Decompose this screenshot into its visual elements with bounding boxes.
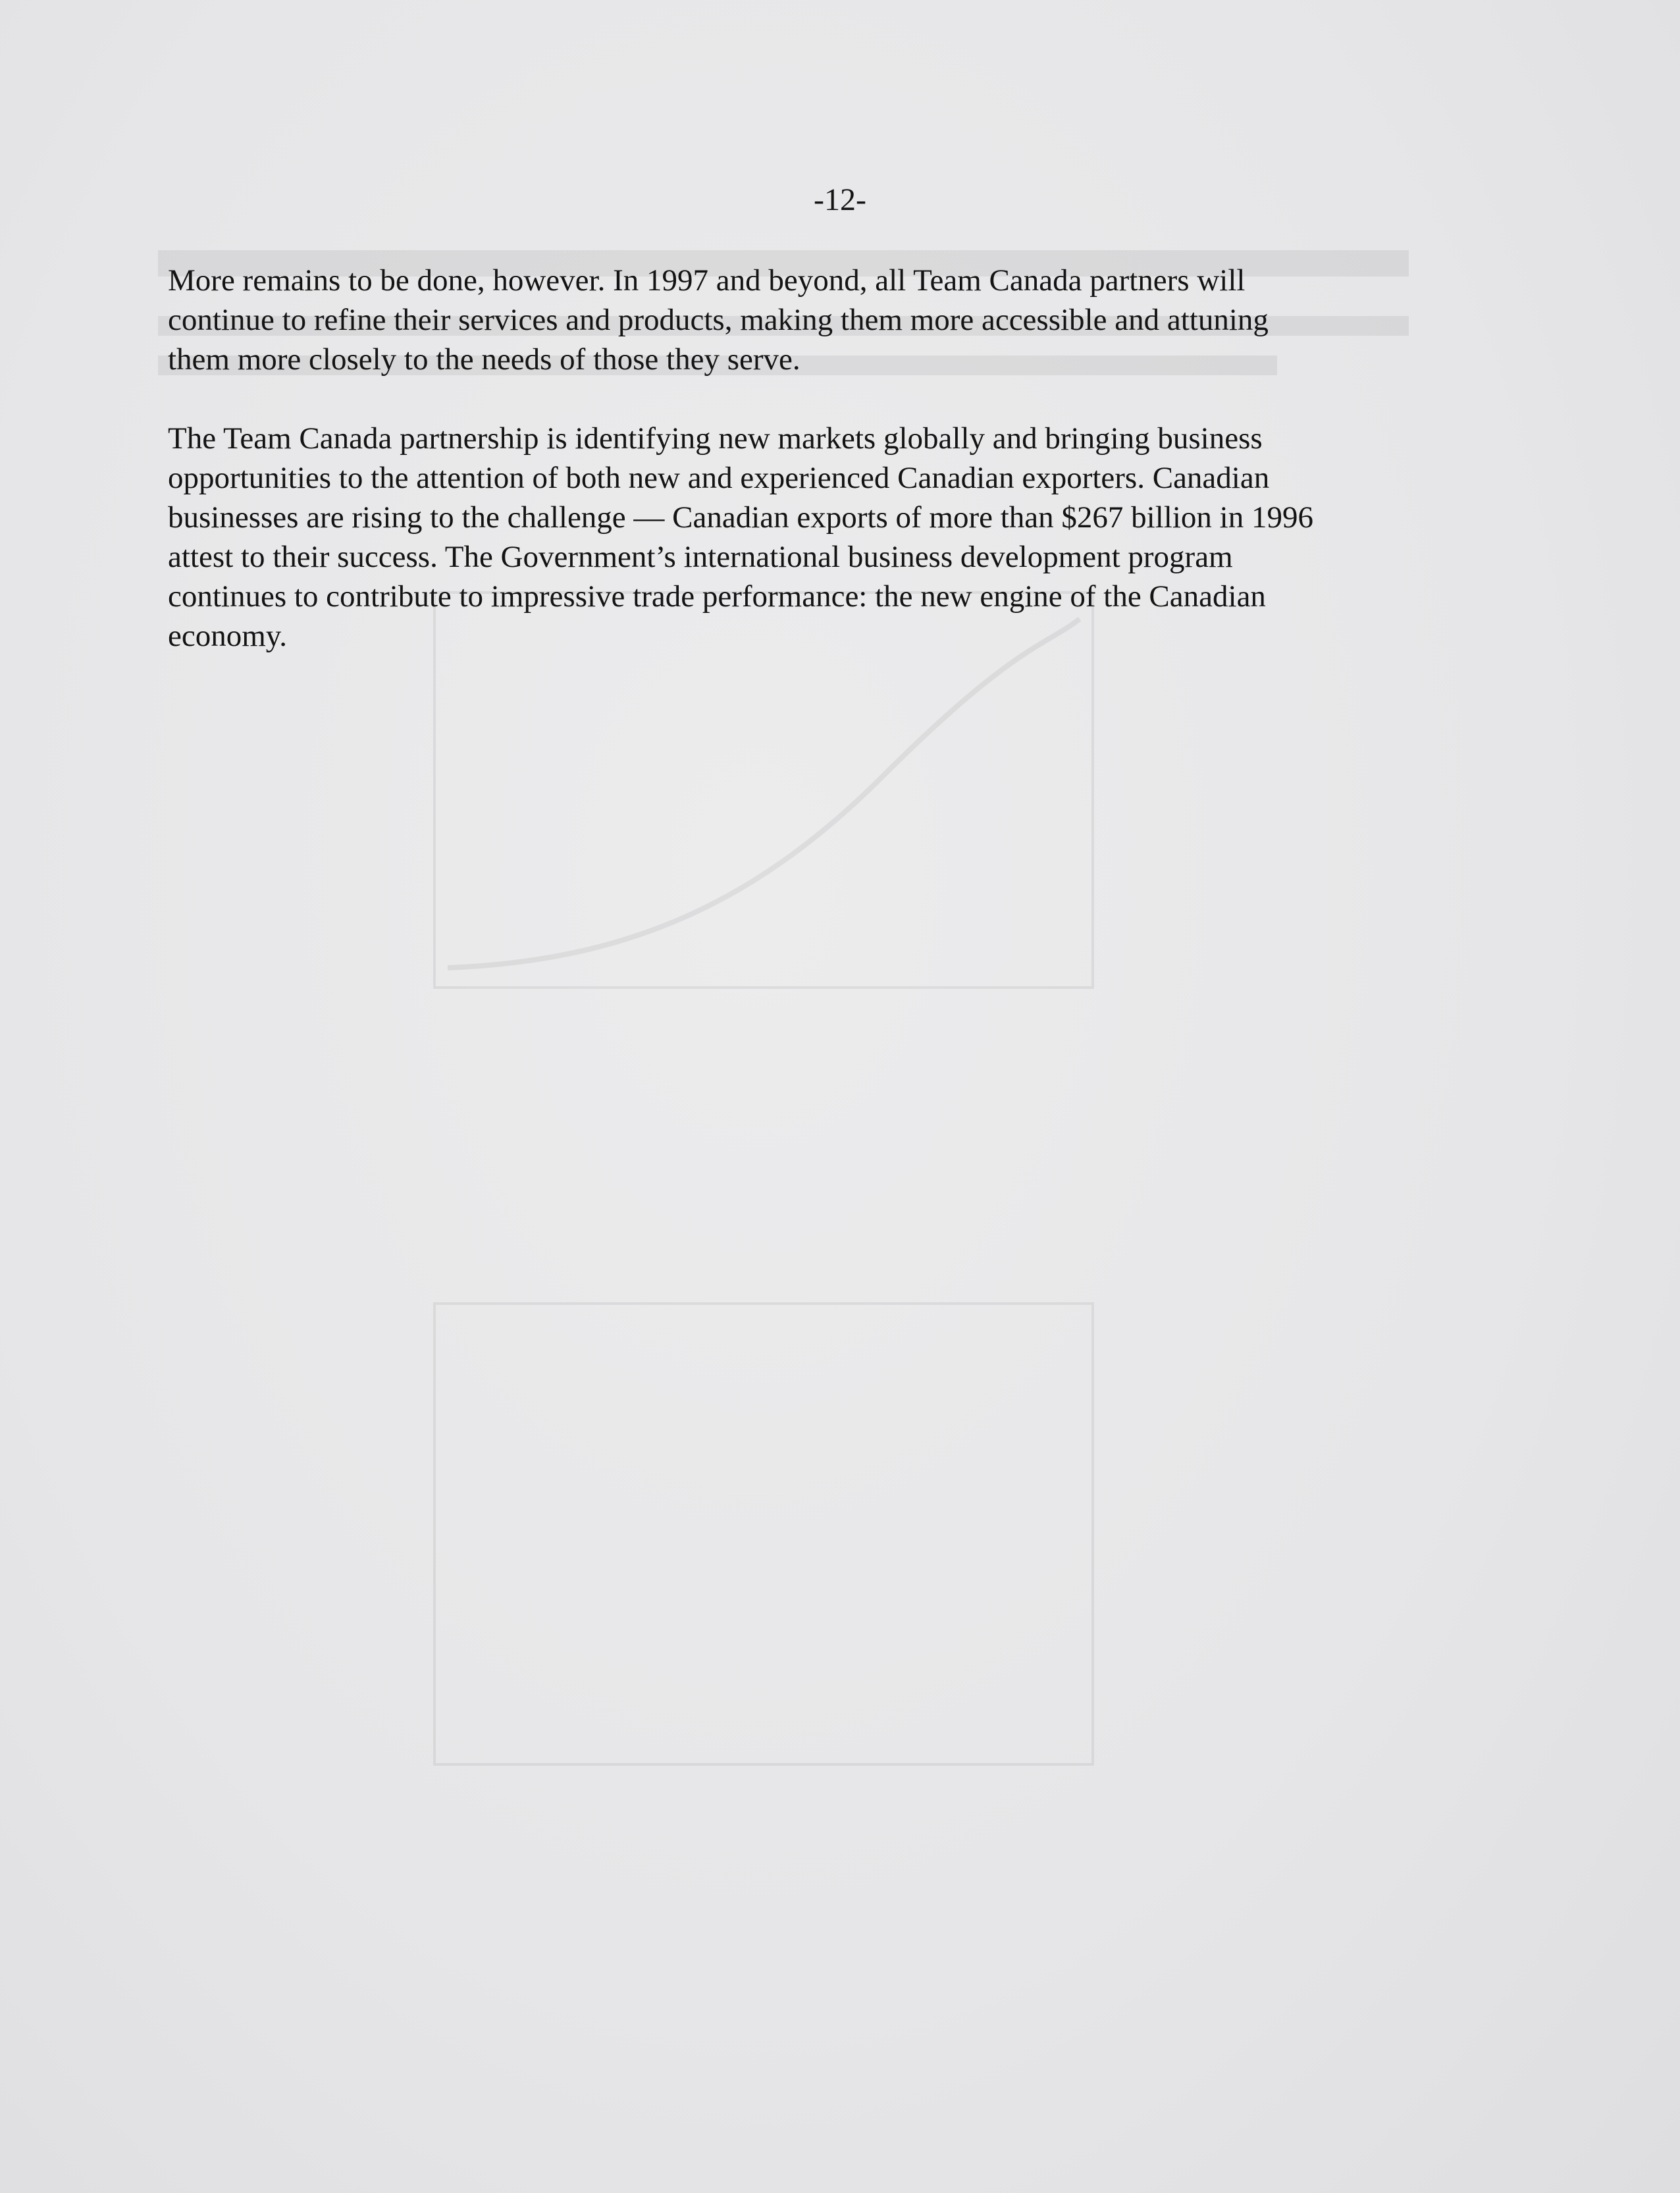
paragraph-1-line-3: them more closely to the needs of those they serve. [168, 342, 801, 377]
paragraph-2-line-5: continues to contribute to impressive trade performance: the new engine of the Canadian [168, 579, 1266, 614]
paragraph-2 [168, 419, 1508, 656]
paragraph-1 [168, 261, 1508, 379]
paragraph-1-line-1: More remains to be done, however. In 1997 and beyond, all Team Canada partners will [168, 263, 1246, 298]
paragraph-2-line-4: attest to their success. The Government’s international business development program [168, 540, 1233, 574]
paragraph-2-line-6: economy. [168, 619, 287, 653]
page-number: -12- [814, 182, 866, 217]
paragraph-2-line-1: The Team Canada partnership is identifying new markets globally and bringing business [168, 421, 1263, 456]
paragraph-2-line-3: businesses are rising to the challenge — Canadian exports of more than $267 billion in 1996 [168, 500, 1313, 535]
paragraph-2-line-2: opportunities to the attention of both new and experienced Canadian exporters. Canadian [168, 461, 1270, 495]
paragraph-1-line-2: continue to refine their services and products, making them more accessible and attuning [168, 303, 1269, 337]
